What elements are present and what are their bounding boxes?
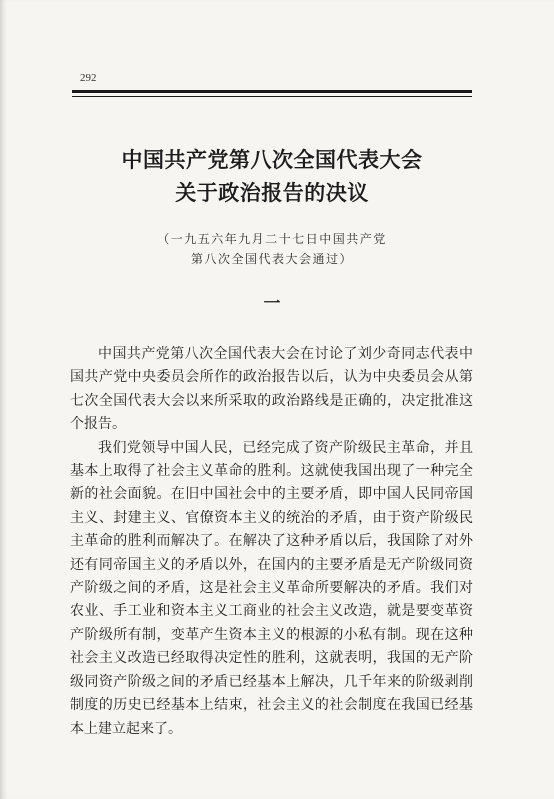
header-rule-thin [72, 96, 472, 97]
title-line-1: 中国共产党第八次全国代表大会 [121, 148, 423, 172]
page-number: 292 [80, 72, 97, 84]
section-number: 一 [263, 294, 281, 314]
subtitle-line-2: 第八次全国代表大会通过） [190, 252, 353, 266]
document-subtitle [72, 229, 472, 269]
header-rule-thick [72, 90, 472, 93]
paragraph-1: 中国共产党第八次全国代表大会在讨论了刘少奇同志代表中国共产党中央委员会所作的政治报告以后，认为中央委员会从第七次全国代表大会以来所采取的政治路线是正确的，决定批准这个报告。 [70, 346, 473, 433]
title-line-2: 关于政治报告的决议 [175, 181, 369, 205]
document-title [72, 144, 472, 210]
body-text [70, 343, 473, 741]
paragraph-2: 我们党领导中国人民，已经完成了资产阶级民主革命，并且基本上取得了社会主义革命的胜利。这就使我国出现了一种完全新的社会面貌。在旧中国社会中的主要矛盾，即中国人民同帝国主义、封建主义、官僚资本主义的统治的矛盾，由于资产阶级民主革命的胜利而解决了。在解决了这种矛盾以后，我国除了对外还有同帝国主义的矛盾以外，在国内的主要矛盾是无产阶级同资产阶级之间的矛盾，这是社会主义革命所要解决的矛盾。我们对农业、手工业和资本主义工商业的社会主义改造，就是要变革资产阶级所有制，变革产生资本主义的根源的小私有制。现在这种社会主义改造已经取得决定性的胜利，这就表明，我国的无产阶级同资产阶级之间的矛盾已经基本上解决，几千年来的阶级剥削制度的历史已经基本上结束，社会主义的社会制度在我国已经基本上建立起来了。 [70, 439, 473, 737]
subtitle-line-1: （一九五六年九月二十七日中国共产党 [157, 232, 387, 246]
